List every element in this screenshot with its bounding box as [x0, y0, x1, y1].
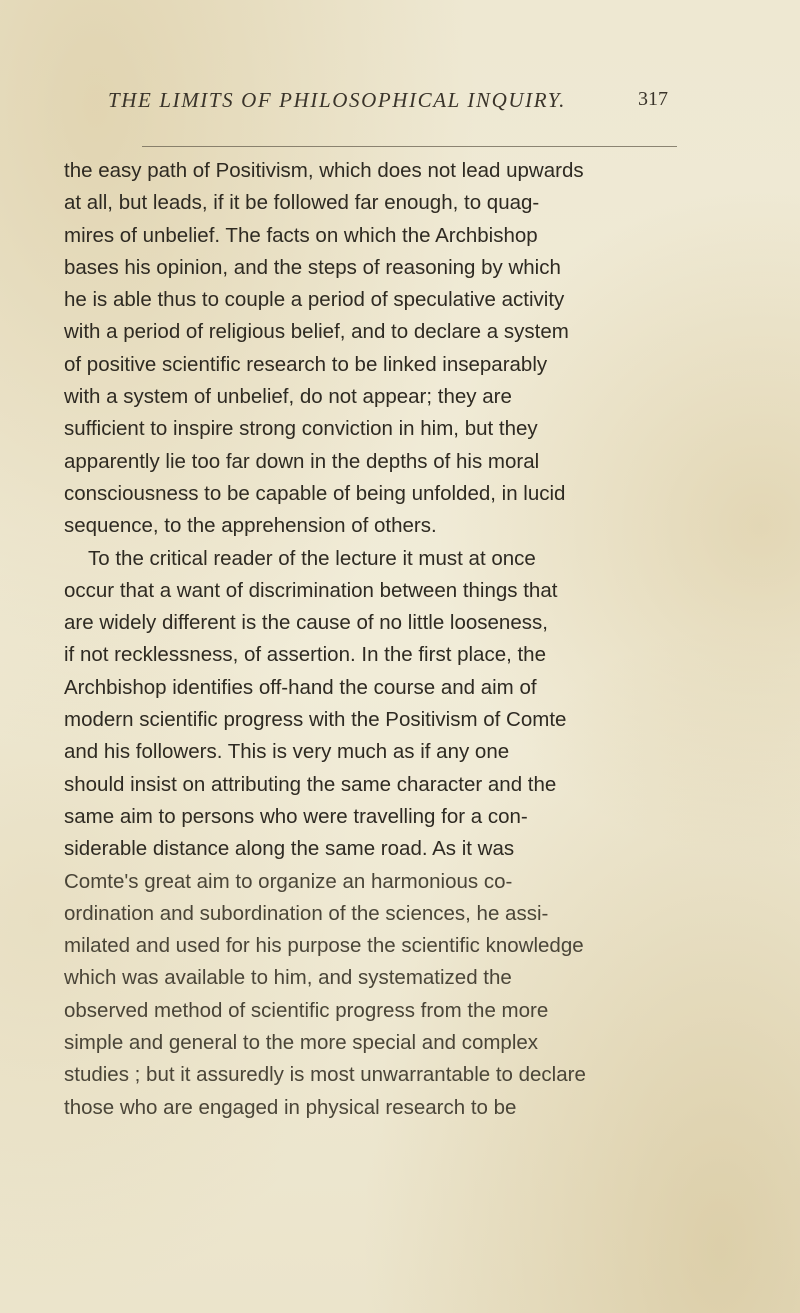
text-line: mires of unbelief. The facts on which the Archbishop: [64, 223, 538, 247]
text-line: modern scientific progress with the Positivism of Comte: [64, 708, 567, 732]
text-line: are widely different is the cause of no little looseness,: [64, 611, 548, 635]
text-line: simple and general to the more special and complex: [64, 1031, 539, 1055]
text-line: sufficient to inspire strong conviction in him, but they: [64, 417, 538, 441]
text-line: consciousness to be capable of being unfolded, in lucid: [64, 481, 566, 505]
paragraph-start-line: To the critical reader of the lecture it must at once: [88, 546, 536, 570]
text-line: with a system of unbelief, do not appear; they are: [64, 385, 512, 409]
text-line: at all, but leads, if it be followed far enough, to quag-: [64, 191, 540, 215]
text-line: Comte's great aim to organize an harmonious co-: [64, 869, 513, 893]
running-head-title: THE LIMITS OF PHILOSOPHICAL INQUIRY.: [108, 88, 566, 112]
page-number: 317: [638, 88, 668, 110]
text-line: siderable distance along the same road. As it was: [64, 837, 515, 861]
text-line: the easy path of Positivism, which does not lead upwards: [64, 159, 584, 182]
text-line: studies ; but it assuredly is most unwarrantable to declare: [64, 1063, 586, 1087]
text-line: milated and used for his purpose the scientific knowledge: [64, 934, 584, 958]
text-line: those who are engaged in physical research to be: [64, 1095, 517, 1119]
text-line: and his followers. This is very much as if any one: [64, 740, 510, 764]
text-line: of positive scientific research to be linked inseparably: [64, 352, 548, 376]
text-line: should insist on attributing the same character and the: [64, 772, 557, 796]
text-line: same aim to persons who were travelling for a con-: [64, 804, 528, 828]
text-line: ordination and subordination of the sciences, he assi-: [64, 901, 549, 925]
header-rule: [142, 146, 677, 147]
text-line: with a period of religious belief, and to declare a system: [64, 320, 569, 344]
text-line: which was available to him, and systematized the: [64, 966, 512, 990]
text-line: observed method of scientific progress from the more: [64, 998, 549, 1022]
running-head: [108, 88, 668, 118]
body-text: [64, 155, 694, 1124]
text-line: he is able thus to couple a period of speculative activity: [64, 288, 565, 312]
text-line: sequence, to the apprehension of others.: [64, 514, 437, 538]
text-line: apparently lie too far down in the depths of his moral: [64, 449, 540, 473]
text-line: if not recklessness, of assertion. In the first place, the: [64, 643, 546, 667]
text-line: occur that a want of discrimination between things that: [64, 578, 558, 602]
text-line: Archbishop identifies off-hand the course and aim of: [64, 675, 537, 699]
text-line: bases his opinion, and the steps of reasoning by which: [64, 255, 561, 279]
